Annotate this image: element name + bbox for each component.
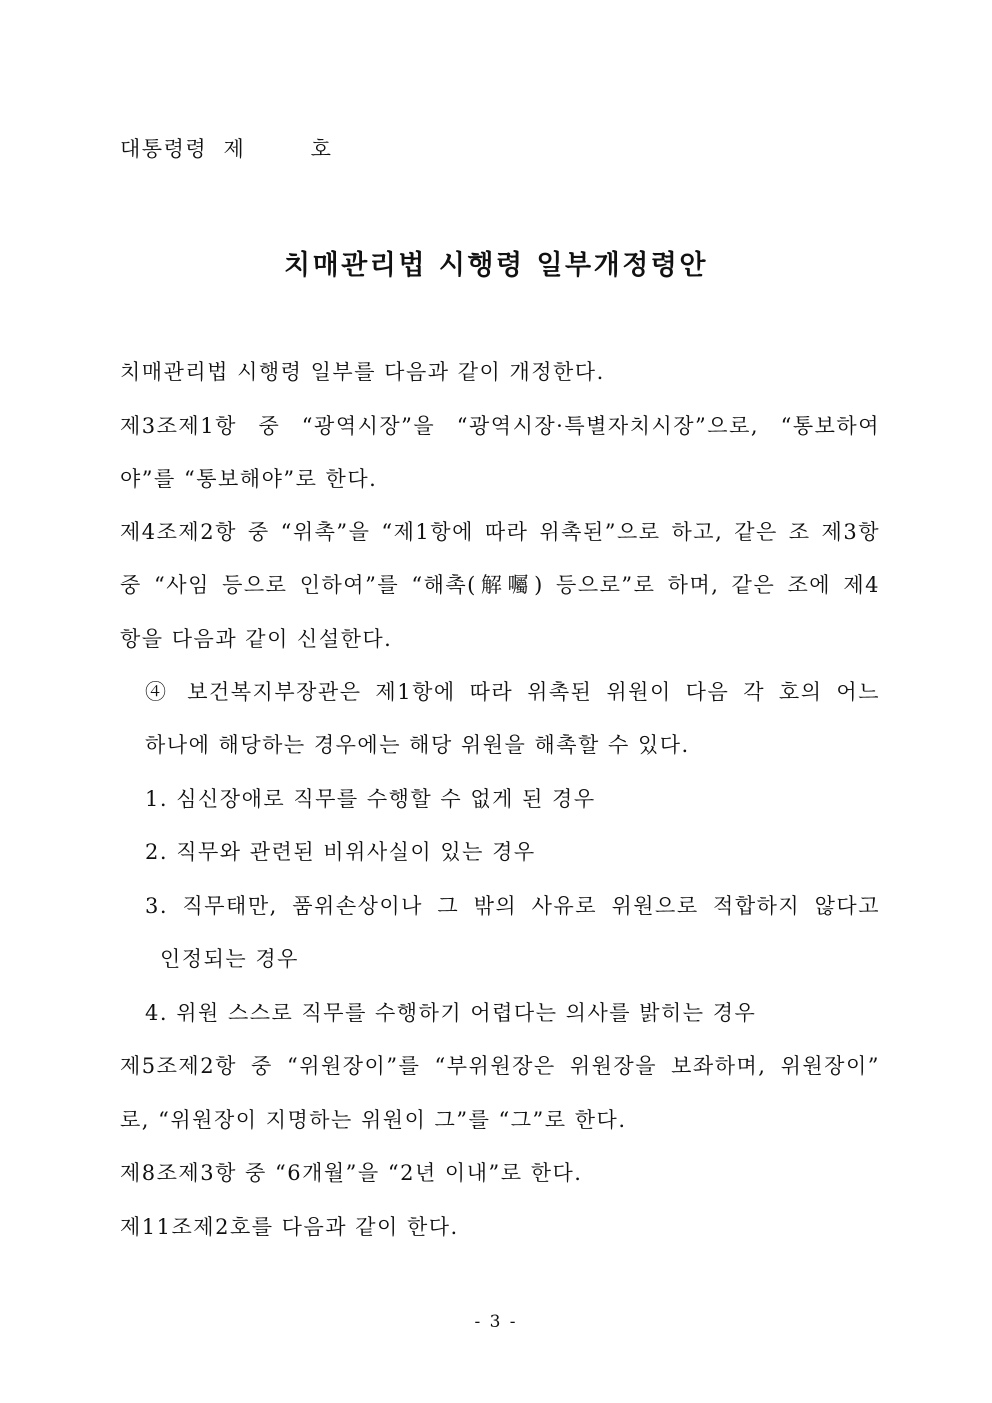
article-3-amendment-line-1: 제3조제1항 중 “광역시장”을 “광역시장·특별자치시장”으로, “통보하여: [120, 414, 880, 438]
paragraph-4-line-1: ④ 보건복지부장관은 제1항에 따라 위촉된 위원이 다음 각 호의 어느: [145, 680, 880, 704]
list-item-1: 1. 심신장애로 직무를 수행할 수 없게 된 경우: [145, 787, 596, 811]
article-5-amendment-line-2: 로, “위원장이 지명하는 위원이 그”를 “그”로 한다.: [120, 1108, 627, 1132]
article-8-amendment: 제8조제3항 중 “6개월”을 “2년 이내”로 한다.: [120, 1161, 583, 1185]
article-3-amendment-line-2: 야”를 “통보해야”로 한다.: [120, 467, 378, 491]
paragraph-4-line-2: 하나에 해당하는 경우에는 해당 위원을 해촉할 수 있다.: [145, 733, 690, 757]
article-4-amendment-line-3: 항을 다음과 같이 신설한다.: [120, 627, 393, 651]
decree-number-label: 대통령령 제 호: [120, 137, 333, 161]
article-5-amendment-line-1: 제5조제2항 중 “위원장이”를 “부위원장은 위원장을 보좌하며, 위원장이”: [120, 1054, 880, 1078]
list-item-2: 2. 직무와 관련된 비위사실이 있는 경우: [145, 840, 536, 864]
article-4-amendment-line-2: 중 “사임 등으로 인하여”를 “해촉(解囑) 등으로”로 하며, 같은 조에 제4: [120, 573, 880, 597]
document-title: 치매관리법 시행령 일부개정령안: [284, 250, 708, 281]
list-item-3-line-2: 인정되는 경우: [160, 947, 299, 971]
article-4-amendment-line-1: 제4조제2항 중 “위촉”을 “제1항에 따라 위촉된”으로 하고, 같은 조 제3항: [120, 520, 880, 544]
list-item-4: 4. 위원 스스로 직무를 수행하기 어렵다는 의사를 밝히는 경우: [145, 1001, 757, 1025]
list-item-3-line-1: 3. 직무태만, 품위손상이나 그 밖의 사유로 위원으로 적합하지 않다고: [145, 894, 880, 918]
intro-paragraph: 치매관리법 시행령 일부를 다음과 같이 개정한다.: [120, 360, 605, 384]
article-11-amendment: 제11조제2호를 다음과 같이 한다.: [120, 1215, 459, 1239]
page-number: - 3 -: [474, 1312, 518, 1332]
